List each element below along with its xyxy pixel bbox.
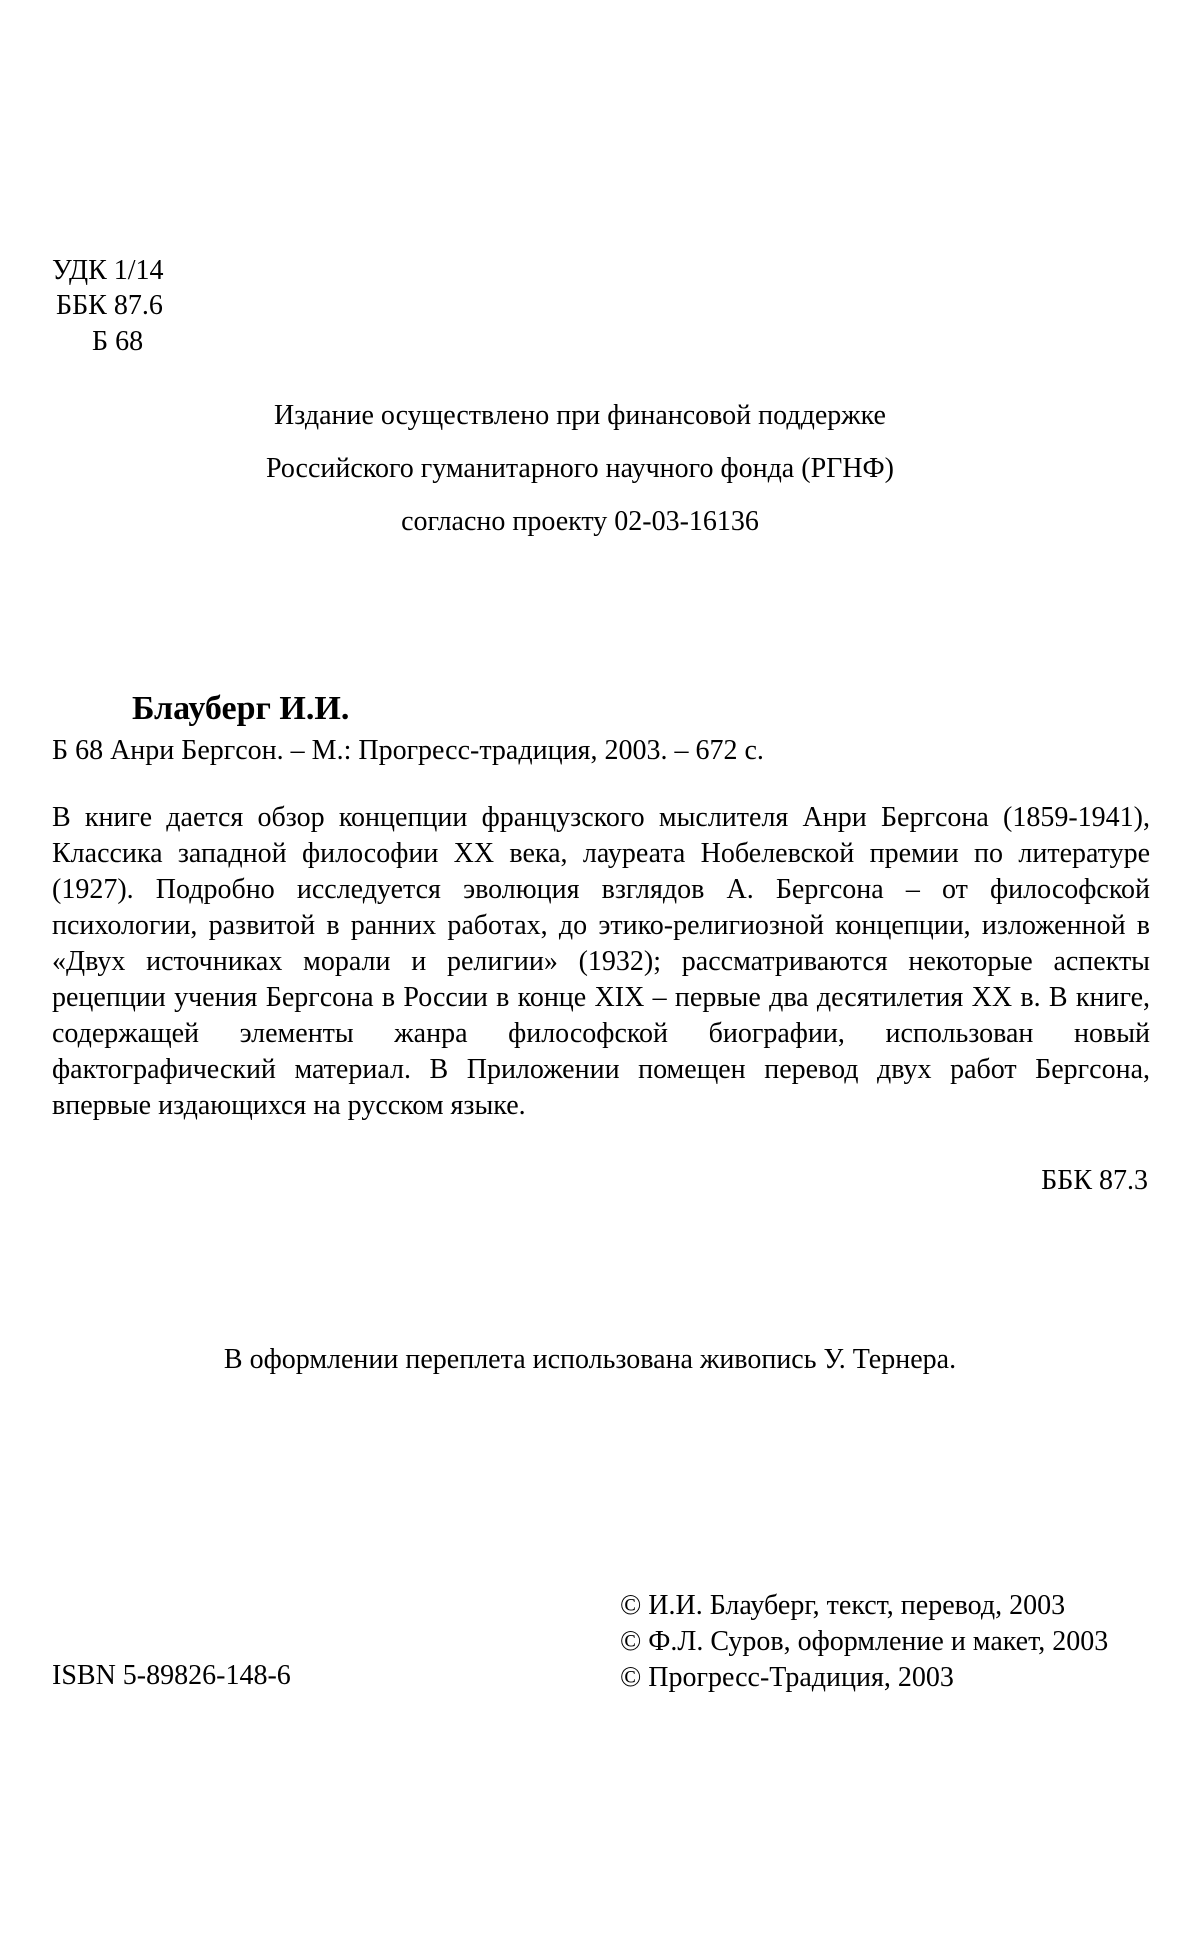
author-heading: Блауберг И.И. — [132, 690, 350, 727]
funding-line-2: Российского гуманитарного научного фонда (РГНФ) — [265, 453, 894, 484]
copyright-line: © И.И. Блауберг, текст, перевод, 2003 — [620, 1590, 1066, 1621]
isbn: ISBN 5-89826-148-6 — [52, 1660, 291, 1691]
author-mark: Б 68 — [92, 326, 144, 357]
bibliographic-citation: Б 68 Анри Бергсон. – М.: Прогресс-традиция, 2003. – 672 с. — [52, 735, 764, 766]
udk-code: УДК 1/14 — [52, 255, 164, 286]
copyright-line: © Прогресс-Традиция, 2003 — [620, 1662, 954, 1693]
copyright-block — [620, 1588, 1108, 1696]
binding-note: В оформлении переплета использована живопись У. Тернера. — [223, 1344, 957, 1375]
funding-line-1: Издание осуществлено при финансовой поддержке — [274, 400, 886, 431]
funding-line-3: согласно проекту 02-03-16136 — [401, 506, 759, 537]
bbk-code-right: ББК 87.3 — [1041, 1165, 1148, 1196]
abstract-paragraph: В книге дается обзор концепции французского мыслителя Анри Бергсона (1859-1941), Классика западной философии XX века, лауреата Нобелевской премии по литературе (1927). Подробно исследуется эволюция взглядов А. Бергсона – от философской психологии, развитой в ранних работах, до этико-религиозной концепции, изложенной в «Двух источниках морали и религии» (1932); рассматриваются некоторые аспекты рецепции учения Бергсона в России в конце XIX – первые два десятилетия XX в. В книге, содержащей элементы жанра философской биографии, использован новый фактографический материал. В Приложении помещен перевод двух работ Бергсона, впервые издающихся на русском языке. — [52, 802, 1150, 1121]
copyright-line: © Ф.Л. Суров, оформление и макет, 2003 — [620, 1626, 1109, 1657]
bbk-code: ББК 87.6 — [56, 290, 163, 321]
